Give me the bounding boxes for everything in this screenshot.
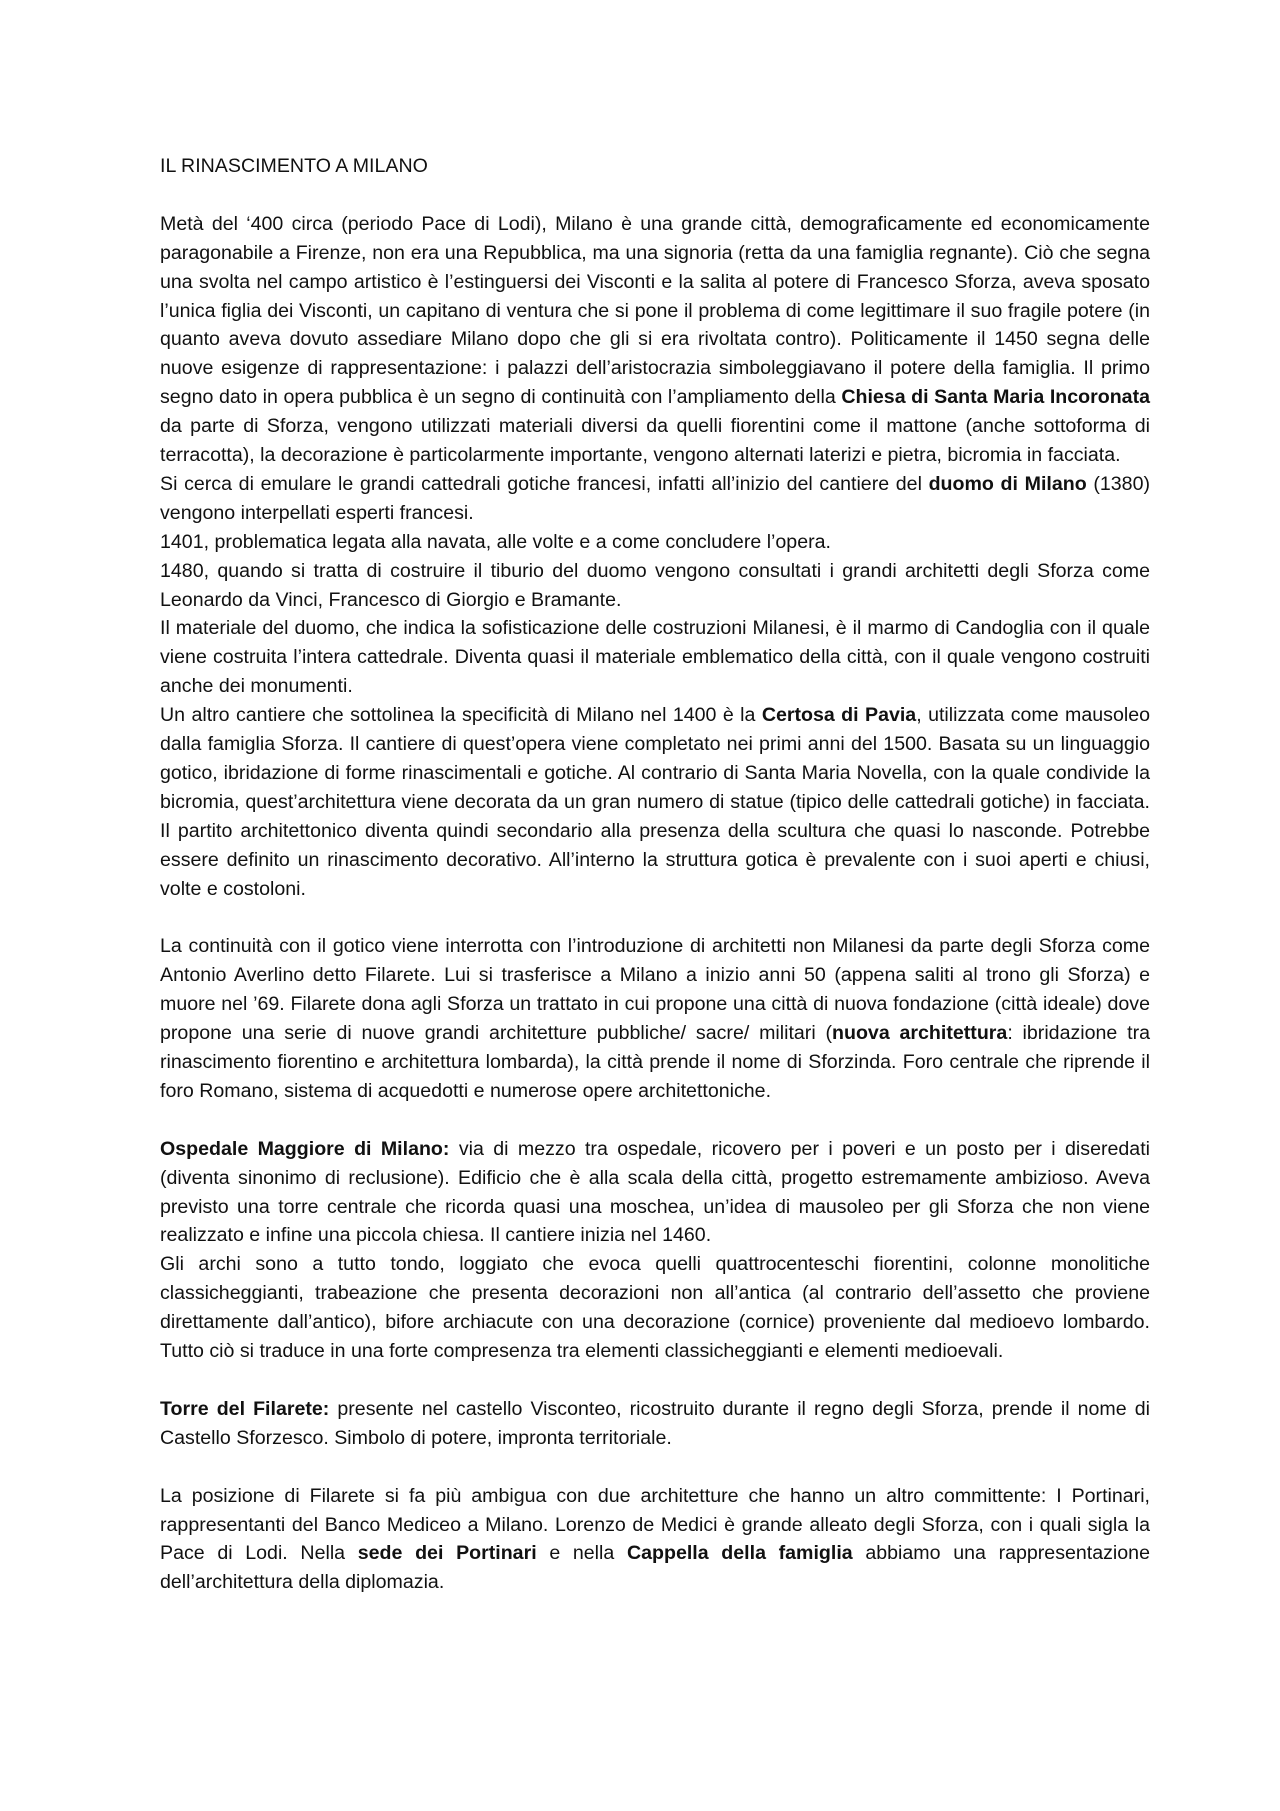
- document-body: [160, 210, 1150, 1597]
- bold-text-run: sede dei Portinari: [357, 1542, 537, 1565]
- paragraph-p7: [160, 932, 1150, 1105]
- text-run: Il materiale del duomo, che indica la sofisticazione delle costruzioni Milanesi, è il marmo di Candoglia con il quale viene costruita l’intera cattedrale. Diventa quasi il materiale emblematico della città, con il quale vengono costruiti anche dei monumenti.: [160, 617, 1150, 698]
- paragraph-spacer: [160, 1453, 1150, 1482]
- bold-text-run: duomo di Milano: [928, 472, 1087, 495]
- bold-text-run: Torre del Filarete:: [160, 1397, 330, 1420]
- text-run: 1480, quando si tratta di costruire il tiburio del duomo vengono consultati i grandi architetti degli Sforza come Leonardo da Vinci, Francesco di Giorgio e Bramante.: [160, 559, 1150, 611]
- text-run: da parte di Sforza, vengono utilizzati materiali diversi da quelli fiorentini come il mattone (anche sottoforma di terracotta), la decorazione è particolarmente importante, vengono alternati laterizi e pietra, bicromia in facciata.: [160, 415, 1150, 467]
- text-run: presente nel castello Visconteo, ricostruito durante il regno degli Sforza, prende il nome di Castello Sforzesco. Simbolo di potere, impronta territoriale.: [160, 1397, 1150, 1449]
- paragraph-p5: [160, 614, 1150, 701]
- text-run: La continuità con il gotico viene interrotta con l’introduzione di architetti non Milanesi da parte degli Sforza come Antonio Averlino detto Filarete. Lui si trasferisce a Milano a inizio anni 50 (appena saliti al trono gli Sforza) e muore nel ’69. Filarete dona agli Sforza un trattato in cui propone una città di nuova fondazione (città ideale) dove propone una serie di nuove grandi architetture pubbliche/ sacre/ militari (: [160, 935, 1150, 1045]
- bold-text-run: Chiesa di Santa Maria Incoronata: [841, 386, 1150, 409]
- text-run: : ibridazione tra rinascimento fiorentino e architettura lombarda), la città prende il nome di Sforzinda. Foro centrale che riprende il foro Romano, sistema di acquedotti e numerose opere architettoniche.: [160, 1022, 1150, 1102]
- paragraph-p1: [160, 210, 1150, 470]
- paragraph-spacer: [160, 1106, 1150, 1135]
- bold-text-run: Certosa di Pavia: [761, 704, 917, 727]
- text-run: e nella: [536, 1542, 627, 1565]
- document-page: [160, 152, 1150, 1597]
- paragraph-spacer: [160, 1366, 1150, 1395]
- bold-text-run: Cappella della famiglia: [626, 1542, 853, 1565]
- bold-text-run: Ospedale Maggiore di Milano:: [160, 1137, 450, 1160]
- paragraph-p4: [160, 557, 1150, 615]
- paragraph-spacer: [160, 904, 1150, 933]
- paragraph-p6: [160, 701, 1150, 903]
- text-run: Un altro cantiere che sottolinea la specificità di Milano nel 1400 è la: [160, 704, 762, 727]
- paragraph-p9: [160, 1250, 1150, 1366]
- paragraph-p11: [160, 1482, 1150, 1598]
- text-run: (1380) vengono interpellati esperti francesi.: [160, 472, 1150, 524]
- text-run: Gli archi sono a tutto tondo, loggiato che evoca quelli quattrocenteschi fiorentini, colonne monolitiche classicheggianti, trabeazione che presenta decorazioni non all’antica (al contrario dell’assetto che proviene direttamente dall’antico), bifore archiacute con una decorazione (cornice) proveniente dal medioevo lombardo. Tutto ciò si traduce in una forte compresenza tra elementi classicheggianti e elementi medioevali.: [160, 1253, 1150, 1363]
- paragraph-p3: [160, 528, 1150, 557]
- document-title: IL RINASCIMENTO A MILANO: [160, 155, 428, 177]
- text-run: , utilizzata come mausoleo dalla famiglia Sforza. Il cantiere di quest’opera viene completato nei primi anni del 1500. Basata su un linguaggio gotico, ibridazione di forme rinascimentali e gotiche. Al contrario di Santa Maria Novella, con la quale condivide la bicromia, quest’architettura viene decorata da un gran numero di statue (tipico delle cattedrali gotiche) in facciata. Il partito architettonico diventa quindi secondario alla presenza della scultura che quasi lo nasconde. Potrebbe essere definito un rinascimento decorativo. All’interno la struttura gotica è prevalente con i suoi aperti e chiusi, volte e costoloni.: [160, 704, 1150, 900]
- text-run: Si cerca di emulare le grandi cattedrali gotiche francesi, infatti all’inizio del cantiere del: [160, 472, 929, 495]
- bold-text-run: nuova architettura: [832, 1022, 1008, 1045]
- text-run: La posizione di Filarete si fa più ambigua con due architetture che hanno un altro committente: I Portinari, rappresentanti del Banco Mediceo a Milano. Lorenzo de Medici è grande alleato degli Sforza, con i quali sigla la Pace di Lodi. Nella: [160, 1484, 1150, 1565]
- text-run: abbiamo una rappresentazione dell’architettura della diplomazia.: [160, 1542, 1150, 1594]
- paragraph-p10: [160, 1395, 1150, 1453]
- text-run: via di mezzo tra ospedale, ricovero per i poveri e un posto per i diseredati (diventa sinonimo di reclusione). Edificio che è alla scala della città, progetto estremamente ambizioso. Aveva previsto una torre centrale che ricorda quasi una moschea, un’idea di mausoleo per gli Sforza che non viene realizzato e infine una piccola chiesa. Il cantiere inizia nel 1460.: [160, 1137, 1150, 1247]
- text-run: Metà del ‘400 circa (periodo Pace di Lodi), Milano è una grande città, demograficamente ed economicamente paragonabile a Firenze, non era una Repubblica, ma una signoria (retta da una famiglia regnante). Ciò che segna una svolta nel campo artistico è l’estinguersi dei Visconti e la salita al potere di Francesco Sforza, aveva sposato l’unica figlia dei Visconti, un capitano di ventura che si pone il problema di come legittimare il suo fragile potere (in quanto aveva dovuto assediare Milano dopo che gli si era rivoltata contro). Politicamente il 1450 segna delle nuove esigenze di rappresentazione: i palazzi dell’aristocrazia simboleggiavano il potere della famiglia. Il primo segno dato in opera pubblica è un segno di continuità con l’ampliamento della: [160, 212, 1150, 409]
- paragraph-p8: [160, 1135, 1150, 1251]
- paragraph-p2: [160, 470, 1150, 528]
- text-run: 1401, problematica legata alla navata, alle volte e a come concludere l’opera.: [160, 530, 831, 553]
